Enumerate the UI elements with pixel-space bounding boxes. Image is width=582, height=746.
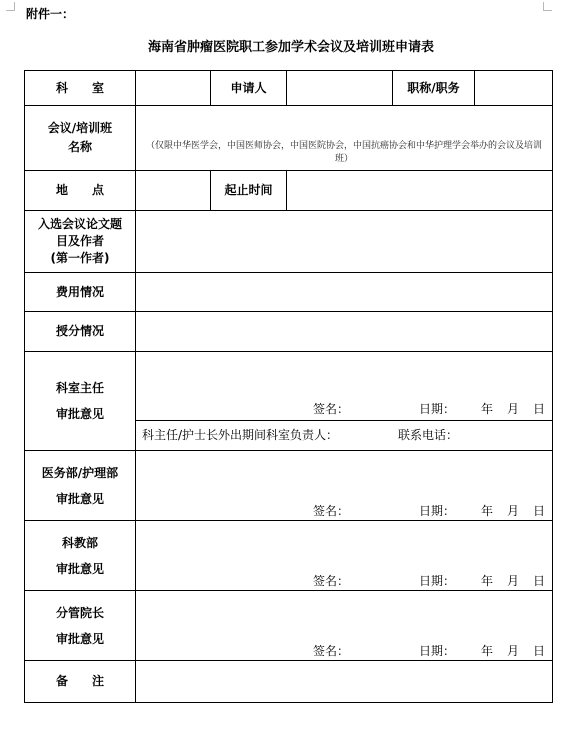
row-director-approval xyxy=(25,352,553,421)
row-remarks xyxy=(25,661,553,703)
conference-label-line1: 会议/培训班 xyxy=(47,121,113,135)
department-field[interactable] xyxy=(136,71,211,106)
medical-label-line1: 医务部/护理部 xyxy=(41,465,119,480)
science-year-label: 年 xyxy=(481,574,494,588)
row-location xyxy=(25,171,553,211)
vp-label xyxy=(25,591,136,661)
document-title: 海南省肿瘤医院职工参加学术会议及培训班申请表 xyxy=(147,40,434,55)
row-expenses xyxy=(25,273,553,312)
row-conference xyxy=(25,106,553,171)
expenses-label: 费用情况 xyxy=(25,273,136,312)
crop-mark-left xyxy=(6,2,15,11)
medical-day-label: 日 xyxy=(533,504,546,518)
director-month-label: 月 xyxy=(507,402,520,416)
paper-label-line2: 目及作者 xyxy=(55,234,104,248)
location-field[interactable] xyxy=(136,171,211,211)
row-medical-approval xyxy=(25,451,553,521)
medical-year-label: 年 xyxy=(481,504,494,518)
paper-label-line3: (第一作者) xyxy=(50,251,110,265)
row-vp-approval xyxy=(25,591,553,661)
department-label: 科 室 xyxy=(25,71,136,106)
vp-date-label: 日期： xyxy=(419,644,456,658)
science-label xyxy=(25,521,136,591)
science-label-line1: 科教部 xyxy=(61,535,98,550)
vp-approval-field[interactable] xyxy=(136,591,553,661)
director-label-line1: 科室主任 xyxy=(55,381,104,395)
director-label-line2: 审批意见 xyxy=(55,407,104,421)
remarks-label: 备 注 xyxy=(25,661,136,703)
credits-field[interactable] xyxy=(136,312,553,352)
vp-month-label: 月 xyxy=(507,644,520,658)
science-label-line2: 审批意见 xyxy=(55,561,104,576)
science-approval-field[interactable] xyxy=(136,521,553,591)
medical-month-label: 月 xyxy=(507,504,520,518)
medical-date-label: 日期： xyxy=(419,504,456,518)
director-date-label: 日期： xyxy=(419,402,456,416)
job-title-label: 职称/职务 xyxy=(393,71,475,106)
remarks-field[interactable] xyxy=(136,661,553,703)
science-date-label: 日期： xyxy=(419,574,456,588)
conference-field[interactable] xyxy=(136,106,553,171)
row-paper xyxy=(25,211,553,273)
conference-label xyxy=(25,106,136,171)
credits-label: 授分情况 xyxy=(25,312,136,352)
director-day-label: 日 xyxy=(533,402,546,416)
paper-label-line1: 入选会议论文题 xyxy=(37,217,122,231)
vp-year-label: 年 xyxy=(481,644,494,658)
vp-day-label: 日 xyxy=(533,644,546,658)
responsible-field[interactable] xyxy=(136,421,553,451)
medical-sign-label: 签名： xyxy=(313,504,350,518)
location-label: 地 点 xyxy=(25,171,136,211)
job-title-field[interactable] xyxy=(475,71,553,106)
phone-label: 联系电话： xyxy=(398,428,459,442)
responsible-label: 科主任/护士长外出期间科室负责人： xyxy=(142,428,339,442)
director-approval-field[interactable] xyxy=(136,352,553,421)
director-year-label: 年 xyxy=(481,402,494,416)
medical-label-line2: 审批意见 xyxy=(55,491,104,506)
applicant-label: 申请人 xyxy=(211,71,287,106)
paper-label xyxy=(25,211,136,273)
attachment-label: 附件一： xyxy=(26,7,75,21)
time-label: 起止时间 xyxy=(211,171,287,211)
director-label xyxy=(25,352,136,451)
conference-note: （仅限中华医学会，中国医师协会，中国医院协会，中国抗癌协会和中华护理学会举办的会议及培训班） xyxy=(145,141,542,164)
vp-label-line1: 分管院长 xyxy=(55,605,104,620)
applicant-field[interactable] xyxy=(287,71,393,106)
vp-label-line2: 审批意见 xyxy=(55,631,104,646)
science-month-label: 月 xyxy=(507,574,520,588)
application-form xyxy=(24,70,553,703)
medical-approval-field[interactable] xyxy=(136,451,553,521)
paper-field[interactable] xyxy=(136,211,553,273)
row-science-approval xyxy=(25,521,553,591)
expenses-field[interactable] xyxy=(136,273,553,312)
medical-label xyxy=(25,451,136,521)
director-sign-label: 签名： xyxy=(313,402,350,416)
row-credits xyxy=(25,312,553,352)
conference-label-line2: 名称 xyxy=(67,140,92,154)
vp-sign-label: 签名： xyxy=(313,644,350,658)
crop-mark-right xyxy=(543,2,552,11)
row-department xyxy=(25,71,553,106)
time-field[interactable] xyxy=(287,171,553,211)
science-sign-label: 签名： xyxy=(313,574,350,588)
science-day-label: 日 xyxy=(533,574,546,588)
